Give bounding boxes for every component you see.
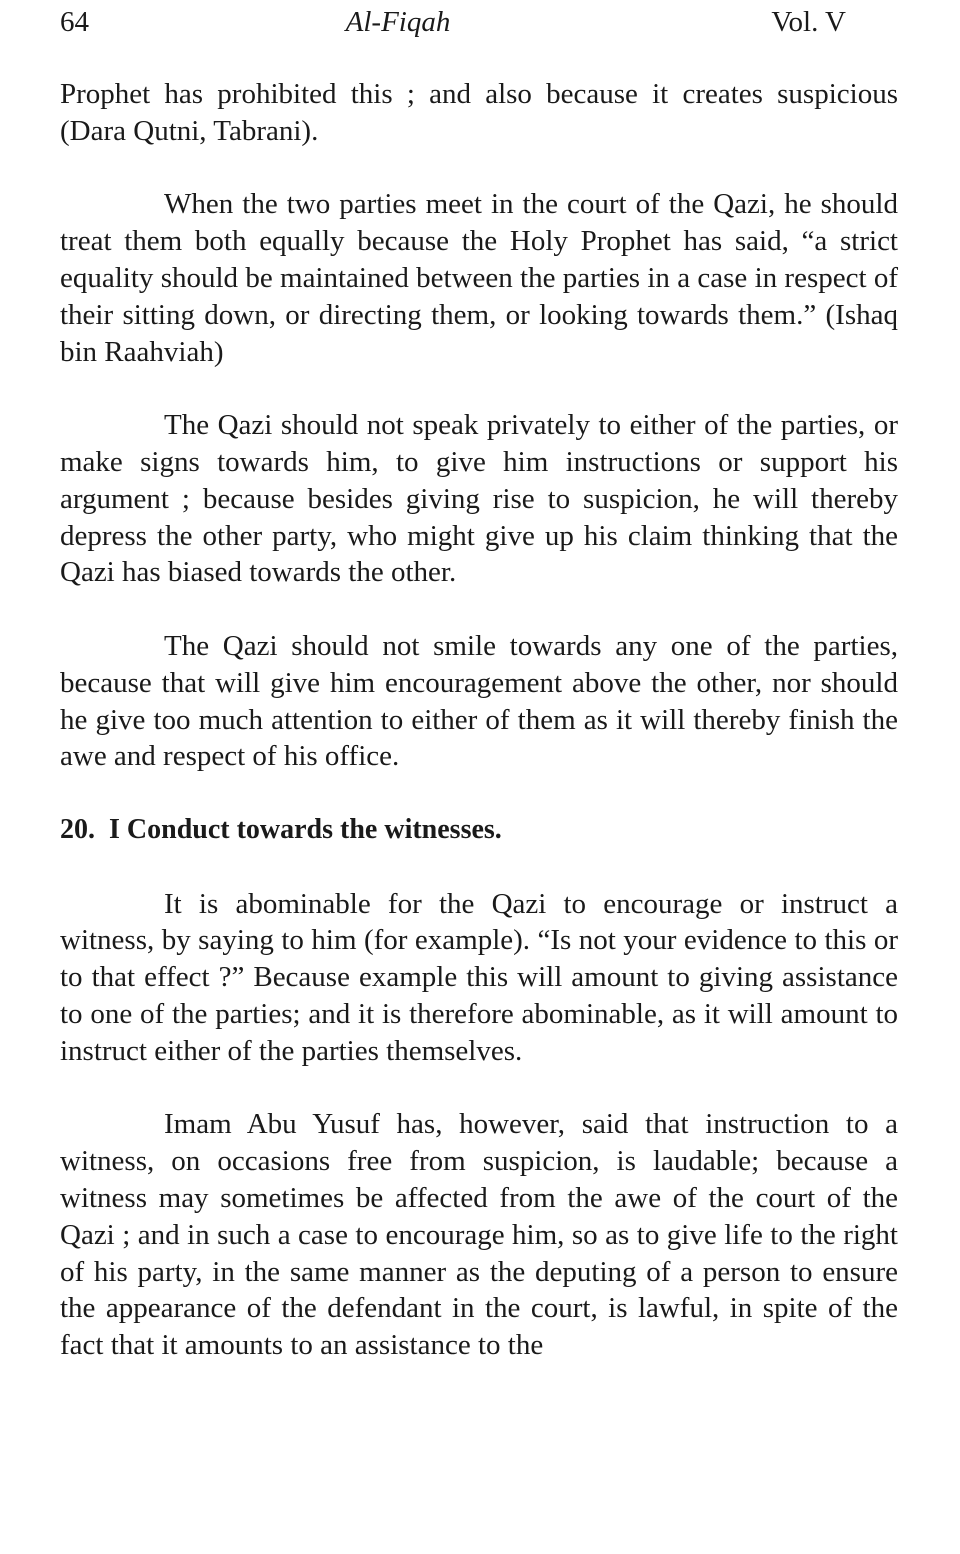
book-title: Al-Fiqah (345, 6, 451, 38)
section-title: I Conduct towards the witnesses. (109, 813, 502, 845)
paragraph-private-speech: The Qazi should not speak privately to either of the parties, or make signs towards him, to give him instructions or support his argument ; because besides giving rise to suspicion, he will thereby depress the other party, who might give up his claim thinking that the Qazi has biased towards the other. (60, 409, 898, 589)
page-number: 64 (60, 6, 89, 38)
paragraph-equal-treatment: When the two parties meet in the court of the Qazi, he should treat them both equally because the Holy Prophet has said, “a strict equality should be maintained between the parties in a case in respect of their sitting down, or directing them, or looking towards them.” (Ishaq bin Raahviah) (60, 188, 898, 368)
section-heading (60, 812, 898, 849)
paragraph-instructing-witness: It is abominable for the Qazi to encourage or instruct a witness, by saying to him (for example). “Is not your evidence to this or to that effect ?” Because example this will amount to giving assistance to one of the parties; and it is therefore abominable, as it will amount to instruct either of the parties themselves. (60, 887, 898, 1067)
paragraph-continuation: Prophet has prohibited this ; and also because it creates suspicious (Dara Qutni, Tabrani). (60, 78, 898, 147)
body-text (60, 76, 898, 1401)
volume-label: Vol. V (771, 6, 846, 38)
running-header (60, 2, 846, 42)
paragraph-smiling: The Qazi should not smile towards any one of the parties, because that will give him encouragement above the other, nor should he give too much attention to either of them as it will thereby finish the awe and respect of his office. (60, 629, 898, 773)
paragraph-abu-yusuf: Imam Abu Yusuf has, however, said that instruction to a witness, on occasions free from suspicion, is laudable; because a witness may sometimes be affected from the awe of the court of the Qazi ; and in such a case to encourage him, so as to give life to the right of his party, in the same manner as the deputing of a person to ensure the appearance of the defendant in the court, is lawful, in spite of the fact that it amounts to an assistance to the (60, 1108, 898, 1362)
section-number: 20. (60, 813, 95, 845)
